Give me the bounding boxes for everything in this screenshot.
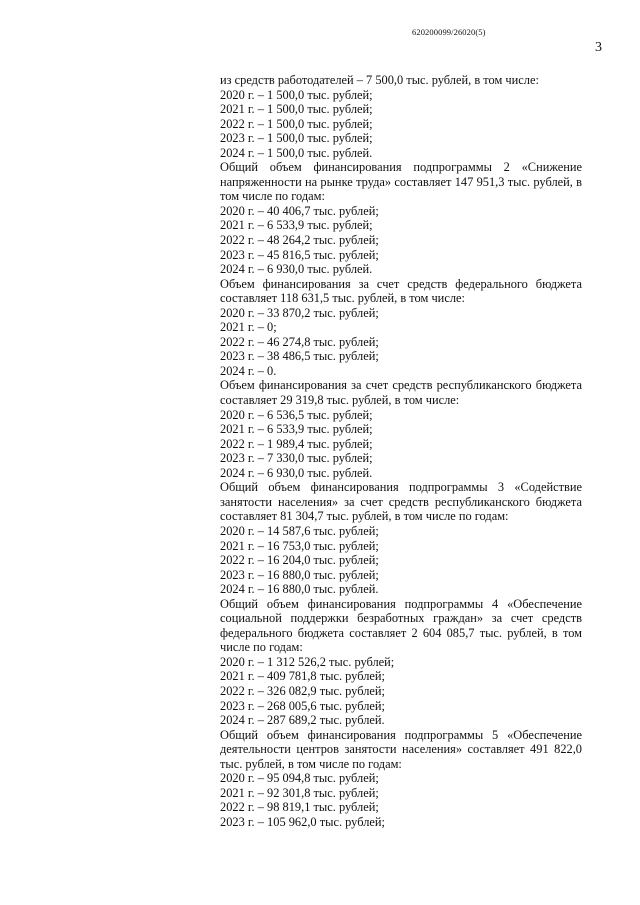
text-line: 2021 г. – 409 781,8 тыс. рублей; [220, 669, 385, 684]
text-line: 2021 г. – 6 533,9 тыс. рублей; [220, 218, 373, 233]
text-line: 2020 г. – 95 094,8 тыс. рублей; [220, 771, 379, 786]
text-line: из средств работодателей – 7 500,0 тыс. рублей, в том числе: [220, 73, 539, 87]
text-line: 2023 г. – 38 486,5 тыс. рублей; [220, 349, 379, 364]
text-line: 2024 г. – 287 689,2 тыс. рублей. [220, 713, 385, 728]
text-line: 2020 г. – 1 500,0 тыс. рублей; [220, 87, 373, 102]
text-line: 2022 г. – 48 264,2 тыс. рублей; [220, 233, 379, 248]
text-line: 2023 г. – 45 816,5 тыс. рублей; [220, 247, 379, 262]
text-line: 2024 г. – 1 500,0 тыс. рублей. [220, 145, 373, 160]
text-paragraph: Общий объем финансирования подпрограммы 3 «Содействие занятости населения» за счет средств республиканского бюджета составляет 81 304,7 тыс. рублей, в том числе по годам: [220, 480, 582, 524]
text-line: 2023 г. – 16 880,0 тыс. рублей; [220, 567, 379, 582]
text-line: 2022 г. – 1 500,0 тыс. рублей; [220, 116, 373, 131]
text-line: 2022 г. – 16 204,0 тыс. рублей; [220, 553, 379, 568]
text-line: 2020 г. – 33 870,2 тыс. рублей; [220, 305, 379, 320]
text-line: 2024 г. – 16 880,0 тыс. рублей. [220, 582, 379, 597]
text-paragraph: Общий объем финансирования подпрограммы 2 «Снижение напряженности на рынке труда» составляет 147 951,3 тыс. рублей, в том числе по годам: [220, 160, 582, 204]
text-line: 2020 г. – 1 312 526,2 тыс. рублей; [220, 654, 395, 669]
text-line: 2022 г. – 46 274,8 тыс. рублей; [220, 334, 379, 349]
text-paragraph: Объем финансирования за счет средств федерального бюджета составляет 118 631,5 тыс. рублей, в том числе: [220, 276, 582, 306]
text-line: 2021 г. – 92 301,8 тыс. рублей; [220, 785, 379, 800]
text-line: 2022 г. – 1 989,4 тыс. рублей; [220, 436, 373, 451]
text-line: 2021 г. – 6 533,9 тыс. рублей; [220, 422, 373, 437]
text-line: 2020 г. – 14 587,6 тыс. рублей; [220, 523, 379, 538]
document-registration-code: 620200099/26020(5) [412, 27, 486, 37]
text-line: 2021 г. – 16 753,0 тыс. рублей; [220, 538, 379, 553]
page-number: 3 [595, 40, 602, 55]
text-paragraph: Общий объем финансирования подпрограммы 4 «Обеспечение социальной поддержки безработных граждан» за счет средств федерального бюджета составляет 2 604 085,7 тыс. рублей, в том числе по годам: [220, 596, 582, 655]
text-line: 2023 г. – 105 962,0 тыс. рублей; [220, 814, 385, 829]
text-line: 2024 г. – 6 930,0 тыс. рублей. [220, 465, 373, 480]
text-line: 2020 г. – 6 536,5 тыс. рублей; [220, 407, 373, 422]
document-body [220, 73, 582, 829]
text-line: 2023 г. – 1 500,0 тыс. рублей; [220, 131, 373, 146]
text-line: 2023 г. – 268 005,6 тыс. рублей; [220, 698, 385, 713]
text-paragraph: Объем финансирования за счет средств республиканского бюджета составляет 29 319,8 тыс. рублей, в том числе: [220, 378, 582, 408]
text-line: 2024 г. – 6 930,0 тыс. рублей. [220, 262, 373, 277]
text-line: 2021 г. – 0; [220, 320, 277, 335]
text-paragraph: Общий объем финансирования подпрограммы 5 «Обеспечение деятельности центров занятости населения» составляет 491 822,0 тыс. рублей, в том числе по годам: [220, 727, 582, 771]
text-line: 2022 г. – 326 082,9 тыс. рублей; [220, 683, 385, 698]
text-line: 2020 г. – 40 406,7 тыс. рублей; [220, 203, 379, 218]
text-line: 2022 г. – 98 819,1 тыс. рублей; [220, 800, 379, 815]
text-line: 2023 г. – 7 330,0 тыс. рублей; [220, 451, 373, 466]
text-line: 2024 г. – 0. [220, 363, 277, 378]
text-line: 2021 г. – 1 500,0 тыс. рублей; [220, 102, 373, 117]
